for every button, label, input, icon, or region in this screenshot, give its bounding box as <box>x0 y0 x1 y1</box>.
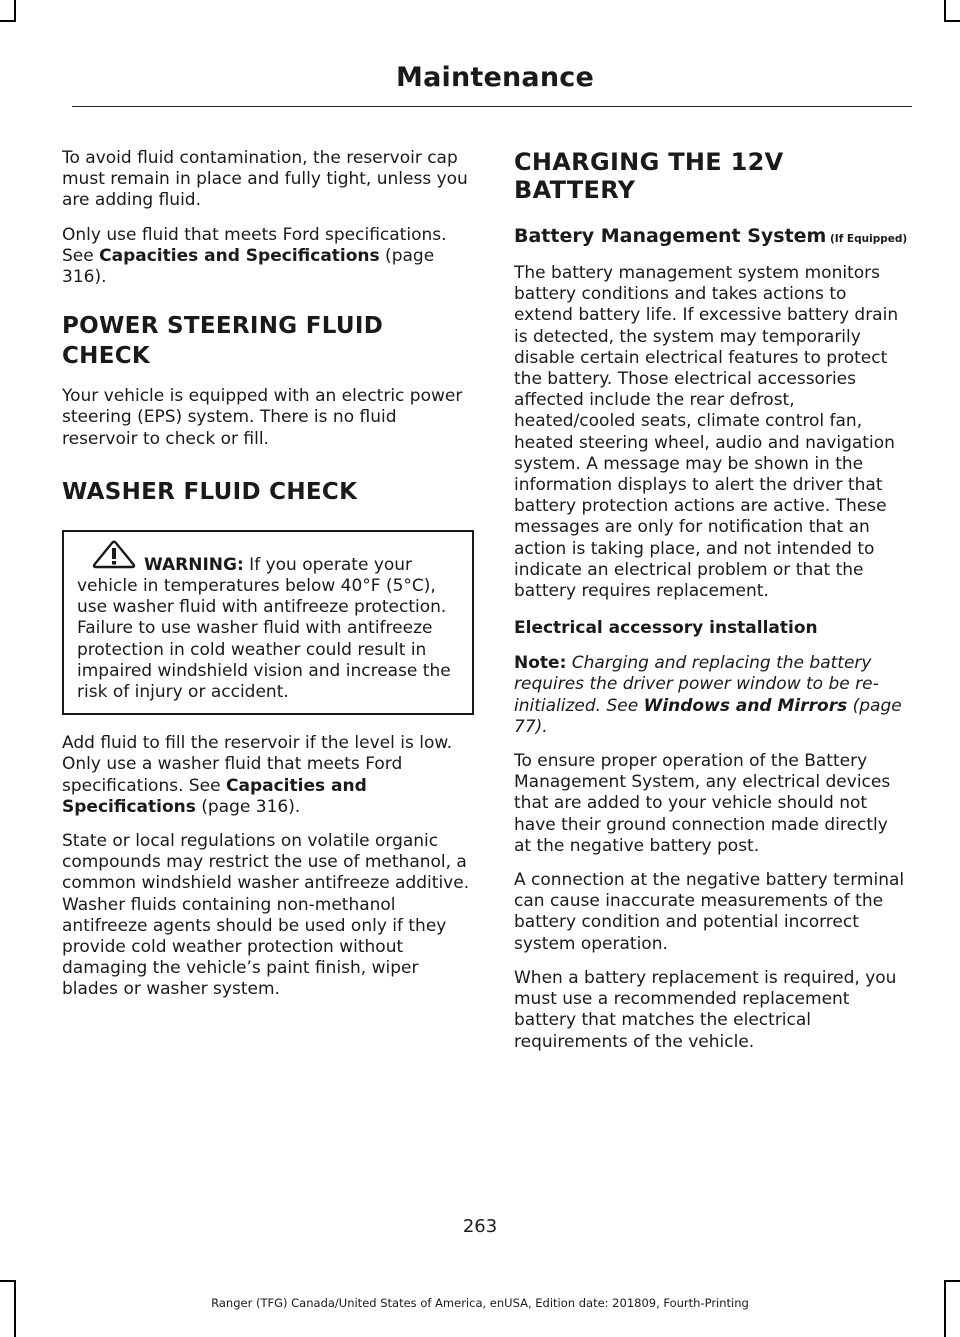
section-heading <box>62 312 474 372</box>
footer-edition-info: Ranger (TFG) Canada/United States of America, enUSA, Edition date: 201809, Fourth-Printing <box>211 1296 749 1310</box>
crop-mark <box>0 20 16 22</box>
note-label: Note: <box>514 653 567 674</box>
note-paragraph <box>514 653 910 738</box>
crop-mark <box>944 20 960 22</box>
subsection-heading <box>514 224 910 251</box>
cross-reference-link[interactable]: Windows and Mirrors <box>643 695 848 716</box>
text: (page 77). <box>514 695 902 737</box>
heading-text: Battery Management System <box>514 225 827 247</box>
header-rule <box>72 106 912 107</box>
text: Only use fluid that meets Ford specifications. See <box>62 224 447 266</box>
right-column <box>514 148 910 1066</box>
left-column <box>62 148 474 1014</box>
crop-mark <box>14 0 16 22</box>
text: (page 316). <box>62 245 435 288</box>
subheading: Electrical accessory installation <box>514 618 818 639</box>
warning-text: If you operate your vehicle in temperatures below 40°F (5°C), use washer fluid with antifreeze protection. Failure to use washer fluid with antifreeze protection in cold weather could result in impaired windshield vision and increase the risk of injury or accident. <box>77 554 451 703</box>
text: Charging and replacing the battery requires the driver power window to be re-initialized. See <box>514 653 879 716</box>
cross-reference-link[interactable]: Capacities and Specifications <box>62 775 367 817</box>
heading-line: POWER STEERING FLUID <box>62 313 384 340</box>
text: Add fluid to fill the reservoir if the level is low. Only use a washer fluid that meets Ford specifications. See <box>62 733 453 796</box>
paragraph: State or local regulations on volatile organic compounds may restrict the use of methanol, a common windshield washer antifreeze additive. Washer fluids containing non-methanol antifreeze agents should be used only if they provide cold weather protection without damaging the vehicle’s paint finish, wiper blades or washer system. <box>62 831 470 1000</box>
paragraph <box>62 733 474 818</box>
section-heading: WASHER FLUID CHECK <box>62 478 358 505</box>
cross-reference-link[interactable]: Capacities and Specifications <box>99 245 380 266</box>
section-heading: CHARGING THE 12V BATTERY <box>514 148 784 204</box>
page-number: 263 <box>462 1216 498 1237</box>
paragraph: A connection at the negative battery terminal can cause inaccurate measurements of the battery condition and potential incorrect system operation. <box>514 870 905 954</box>
paragraph: The battery management system monitors battery conditions and takes actions to extend battery life. If excessive battery drain is detected, the system may temporarily disable certain electrical features to protect the battery. Those electrical accessories affected include the rear defrost, heated/cooled seats, climate control fan, heated steering wheel, audio and navigation system. A message may be shown in the information displays to alert the driver that battery protection actions are active. These messages are only for notification that an action is taking place, and not intended to indicate an electrical problem or that the battery requires replacement. <box>514 263 899 602</box>
warning-triangle-icon <box>90 540 144 572</box>
heading-qualifier: (If Equipped) <box>826 233 908 245</box>
page-header-title: Maintenance <box>396 62 594 93</box>
heading-line: CHECK <box>62 343 151 370</box>
paragraph <box>62 225 474 289</box>
text: (page 316). <box>195 796 301 817</box>
paragraph: To avoid fluid contamination, the reservoir cap must remain in place and fully tight, unless you are adding fluid. <box>62 148 468 211</box>
crop-mark <box>0 1280 16 1282</box>
paragraph: When a battery replacement is required, you must use a recommended replacement battery that matches the electrical requirements of the vehicle. <box>514 967 897 1052</box>
warning-label: WARNING: <box>144 554 244 575</box>
crop-mark <box>944 1280 960 1282</box>
paragraph: Your vehicle is equipped with an electric power steering (EPS) system. There is no fluid reservoir to check or fill. <box>62 386 463 449</box>
warning-box <box>62 530 474 715</box>
paragraph: To ensure proper operation of the Battery Management System, any electrical devices that are added to your vehicle should not have their ground connection made directly at the negative battery post. <box>514 751 891 856</box>
crop-mark <box>944 0 946 22</box>
